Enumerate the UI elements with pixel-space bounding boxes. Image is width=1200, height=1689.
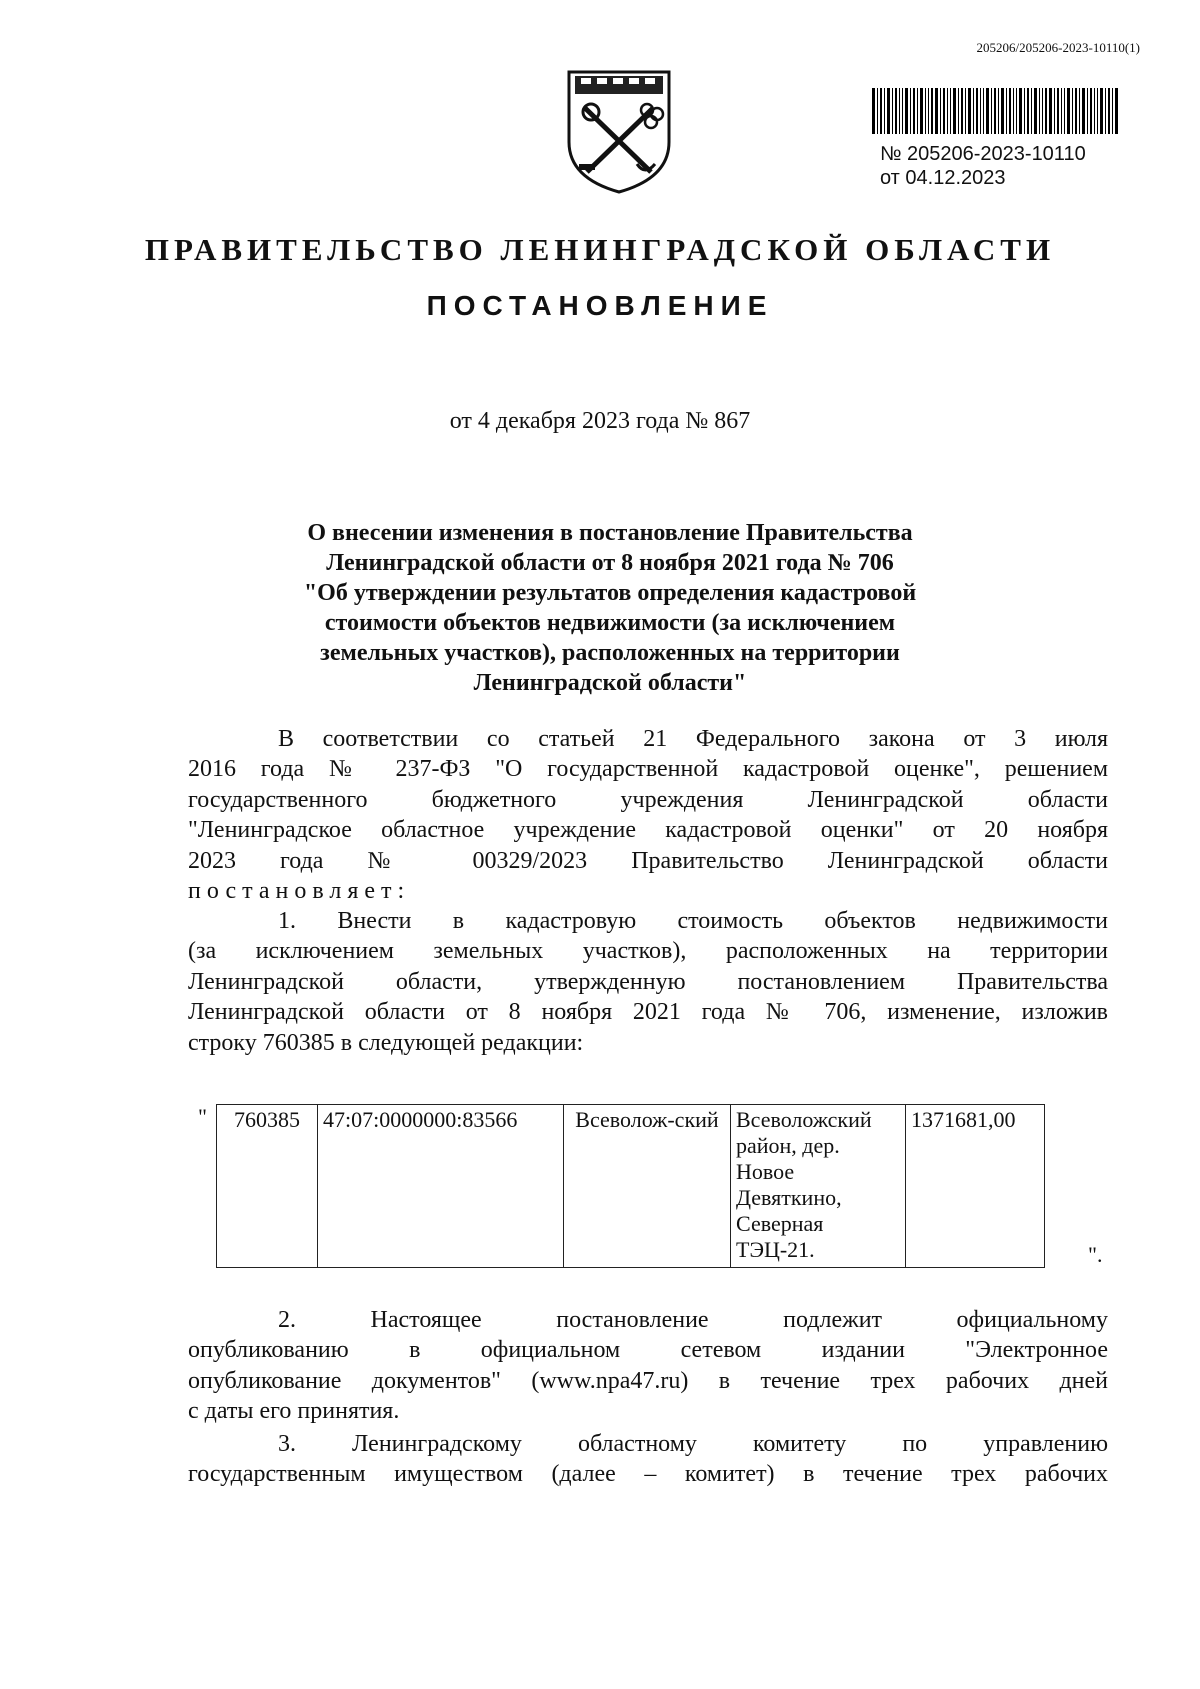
preamble-paragraph	[188, 724, 1108, 906]
row-number-cell: 760385	[217, 1105, 318, 1268]
organization-heading: ПРАВИТЕЛЬСТВО ЛЕНИНГРАДСКОЙ ОБЛАСТИ	[144, 232, 1056, 267]
table-close-quote: ".	[1088, 1242, 1103, 1267]
title-line: земельных участков), расположенных на территории	[320, 640, 900, 666]
preamble-line: 2016 года № 237-ФЗ "О государственной кадастровой оценке", решением	[188, 756, 1108, 783]
registration-block	[880, 142, 1086, 190]
leningrad-oblast-coat-of-arms-icon	[563, 60, 675, 195]
preamble-line: 2023 года № 00329/2023 Правительство Ленинградской области	[188, 847, 1108, 874]
district-cell: Всеволож-ский	[564, 1105, 731, 1268]
item-2-paragraph	[188, 1305, 1108, 1427]
cadastral-number-cell: 47:07:0000000:83566	[318, 1105, 564, 1268]
registration-date: от 04.12.2023	[880, 167, 1006, 189]
title-line: О внесении изменения в постановление Правительства	[307, 520, 913, 546]
item-3-paragraph	[188, 1429, 1108, 1490]
title-line: Ленинградской области от 8 ноября 2021 года № 706	[326, 550, 894, 576]
preamble-line: государственного бюджетного учреждения Ленинградской области	[188, 786, 1108, 813]
item-1-paragraph	[188, 906, 1108, 1058]
title-line: Ленинградской области"	[473, 670, 747, 696]
item-2-line: с даты его принятия.	[188, 1398, 400, 1425]
cadastral-value-table	[216, 1104, 1045, 1268]
document-date-number: от 4 декабря 2023 года № 867	[449, 408, 751, 434]
table-open-quote: "	[198, 1104, 207, 1129]
address-cell: Всеволожский район, дер. Новое Девяткино, Северная ТЭЦ-21.	[731, 1105, 906, 1268]
barcode-icon	[872, 88, 1118, 134]
item-1-line: строку 760385 в следующей редакции:	[188, 1029, 584, 1056]
registration-number: № 205206-2023-10110	[880, 143, 1086, 165]
preamble-line: В соответствии со статьей 21 Федерального закона от 3 июля	[278, 726, 1108, 752]
item-3-line: 3. Ленинградскому областному комитету по управлению	[278, 1431, 1108, 1457]
table-row	[217, 1105, 1045, 1268]
document-type-heading: ПОСТАНОВЛЕНИЕ	[426, 290, 774, 321]
item-2-line: опубликованию в официальном сетевом издании "Электронное	[188, 1337, 1108, 1364]
item-1-line: 1. Внести в кадастровую стоимость объектов недвижимости	[278, 908, 1108, 934]
document-reference-code: 205206/205206-2023-10110(1)	[976, 40, 1140, 55]
title-line: стоимости объектов недвижимости (за исключением	[324, 610, 896, 636]
preamble-line: "Ленинградское областное учреждение кадастровой оценки" от 20 ноября	[188, 817, 1108, 844]
title-line: "Об утверждении результатов определения кадастровой	[303, 580, 917, 606]
item-1-line: Ленинградской области от 8 ноября 2021 года № 706, изменение, изложив	[188, 999, 1108, 1026]
item-2-line: опубликование документов" (www.npa47.ru) в течение трех рабочих дней	[188, 1367, 1108, 1394]
item-1-line: (за исключением земельных участков), расположенных на территории	[188, 938, 1108, 965]
document-title	[240, 518, 980, 698]
item-1-line: Ленинградской области, утвержденную постановлением Правительства	[188, 968, 1108, 995]
resolves-word: постановляет:	[188, 878, 411, 905]
cadastral-value-cell: 1371681,00	[906, 1105, 1045, 1268]
item-2-line: 2. Настоящее постановление подлежит официальному	[278, 1307, 1108, 1333]
item-3-line: государственным имуществом (далее – комитет) в течение трех рабочих	[188, 1461, 1108, 1488]
